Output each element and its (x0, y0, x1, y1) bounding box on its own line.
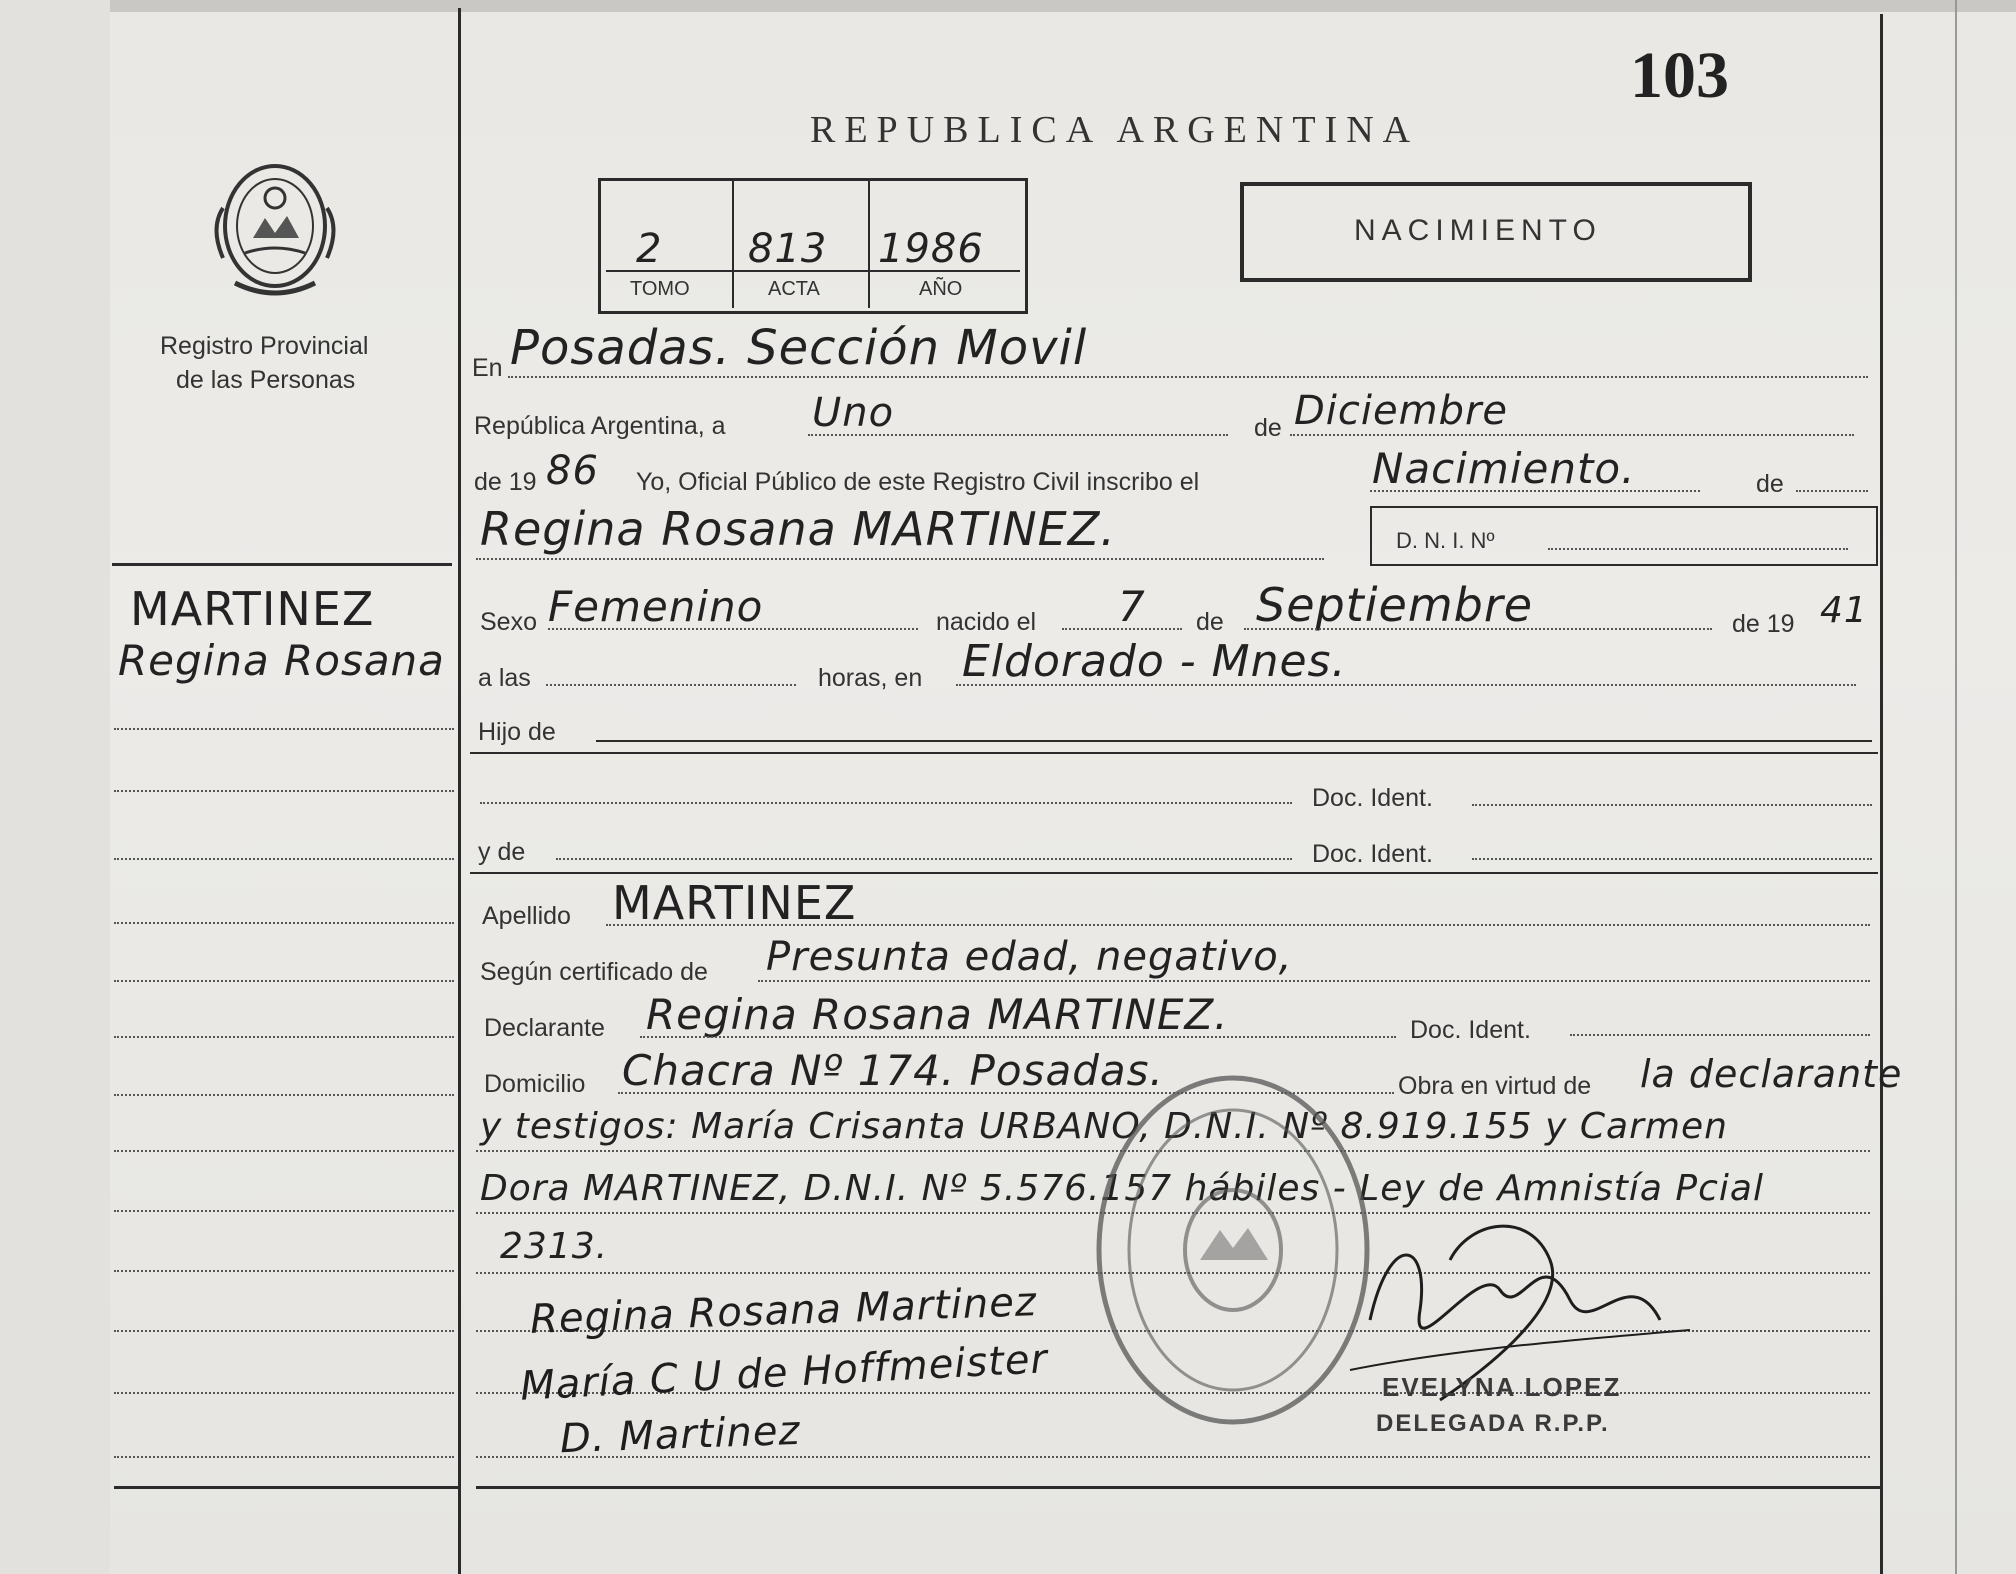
rule-parent2 (556, 858, 1292, 860)
rule-sex (548, 628, 918, 630)
margin-rule (114, 1330, 454, 1332)
registry-line-2: de las Personas (176, 366, 356, 394)
witness-line-2: Dora MARTINEZ, D.N.I. Nº 5.576.157 hábiles - Ley de Amnistía Pcial (480, 1168, 1764, 1209)
margin-rule (114, 790, 454, 792)
right-frame-line (1880, 14, 1883, 1574)
page-number: 103 (1630, 39, 1729, 112)
signature-witness-1: María C U de Hoffmeister (519, 1336, 1049, 1410)
rule-place (508, 376, 1868, 378)
label-doc-ident-1: Doc. Ident. (1312, 784, 1433, 812)
label-doc-ident-2: Doc. Ident. (1312, 840, 1433, 868)
label-sexo: Sexo (480, 608, 537, 636)
bottom-rule (476, 1486, 1880, 1489)
label-hijo-de: Hijo de (478, 718, 556, 746)
birth-place-value: Eldorado - Mnes. (962, 636, 1347, 687)
surname-value: MARTINEZ (612, 876, 857, 930)
registry-line-1: Registro Provincial (160, 332, 369, 360)
left-edge-shadow (0, 0, 110, 1574)
label-en: En (472, 354, 503, 382)
day-word-value: Uno (812, 390, 895, 436)
rule-birth-place (956, 684, 1856, 686)
acta-value: 813 (748, 226, 828, 272)
rule-birth-month (1244, 628, 1712, 630)
birth-month-value: Septiembre (1256, 578, 1534, 632)
rule-dni (1548, 548, 1848, 550)
margin-rule (114, 922, 454, 924)
label-declarante: Declarante (484, 1014, 605, 1042)
ano-label: AÑO (919, 278, 963, 300)
signature-declarant: Regina Rosana Martinez (529, 1279, 1038, 1343)
year-suffix-value: 86 (546, 448, 599, 494)
acta-label: ACTA (768, 278, 820, 300)
address-value: Chacra Nº 174. Posadas. (622, 1046, 1164, 1095)
rule-apellido (606, 924, 1870, 926)
label-horas-en: horas, en (818, 664, 923, 692)
official-title: DELEGADA R.P.P. (1376, 1410, 1610, 1437)
ano-value: 1986 (878, 226, 984, 272)
witness-line-1: y testigos: María Crisanta URBANO, D.N.I. Nº 8.919.155 y Carmen (480, 1106, 1728, 1147)
full-name-value: Regina Rosana MARTINEZ. (480, 502, 1116, 556)
margin-rule (114, 728, 454, 730)
act-kind-value: Nacimiento. (1372, 444, 1636, 493)
margin-rule (114, 980, 454, 982)
rule-parent1 (480, 802, 1292, 804)
margin-rule (114, 1150, 454, 1152)
top-edge (0, 0, 2016, 12)
page-edge-line (1955, 0, 1957, 1574)
margin-surname: MARTINEZ (130, 582, 375, 636)
margin-divider (458, 8, 461, 1574)
margin-given-names: Regina Rosana (118, 636, 445, 685)
rule-day (808, 434, 1228, 436)
label-de-birth-month: de (1196, 608, 1224, 636)
margin-rule (114, 1392, 454, 1394)
rule-certificado (758, 980, 1870, 982)
margin-rule (114, 1270, 454, 1272)
signature-witness-2: D. Martinez (559, 1407, 802, 1463)
label-nacido-el: nacido el (936, 608, 1037, 636)
sex-value: Femenino (548, 582, 764, 631)
label-doc-ident-3: Doc. Ident. (1410, 1016, 1531, 1044)
place-value: Posadas. Sección Movil (510, 320, 1088, 376)
rule-act-kind (1370, 490, 1700, 492)
label-a-las: a las (478, 664, 531, 692)
rule-doc-ident-1 (1472, 804, 1872, 806)
margin-rule (114, 1456, 454, 1458)
margin-top-rule (112, 563, 452, 566)
rule-birth-day (1062, 628, 1182, 630)
record-box-divider-2 (868, 180, 870, 308)
certificate-value: Presunta edad, negativo, (766, 934, 1293, 980)
rule-month (1290, 434, 1854, 436)
birth-year-suffix-value: 41 (1820, 590, 1868, 631)
margin-bottom-rule (114, 1486, 458, 1489)
country-header: REPUBLICA ARGENTINA (810, 109, 1420, 151)
witness-line-3: 2313. (500, 1226, 609, 1267)
label-dni: D. N. I. Nº (1396, 528, 1495, 553)
rule-doc-ident-2 (1472, 858, 1872, 860)
record-box-divider-1 (732, 180, 734, 308)
declarant-value: Regina Rosana MARTINEZ. (646, 990, 1229, 1039)
margin-rule (114, 1036, 454, 1038)
label-segun: Según certificado de (480, 958, 708, 986)
rule-hour (546, 684, 796, 686)
divider-parents-top (470, 752, 1878, 754)
birth-day-value: 7 (1118, 582, 1146, 631)
month-value: Diciembre (1294, 388, 1509, 434)
label-de-year: de 19 (474, 468, 537, 496)
label-de-name: de (1756, 470, 1784, 498)
rule-doc-ident-3 (1570, 1034, 1870, 1036)
label-de-month: de (1254, 414, 1282, 442)
act-type-label: NACIMIENTO (1354, 214, 1602, 247)
province-emblem-icon (205, 148, 345, 308)
margin-rule (114, 858, 454, 860)
tomo-value: 2 (636, 226, 663, 272)
rule-declarante (640, 1036, 1396, 1038)
label-oficial: Yo, Oficial Público de este Registro Civil inscribo el (636, 468, 1200, 496)
label-domicilio: Domicilio (484, 1070, 586, 1098)
rule-de-end (1796, 490, 1868, 492)
label-obra: Obra en virtud de (1398, 1072, 1592, 1100)
label-de-19: de 19 (1732, 610, 1795, 638)
divider-parents-bottom (470, 872, 1878, 874)
obra-value: la declarante (1640, 1052, 1903, 1096)
label-republica: República Argentina, a (474, 412, 726, 440)
label-y-de: y de (478, 838, 526, 866)
tomo-label: TOMO (630, 278, 690, 300)
rule-full-name (476, 558, 1324, 560)
official-name: EVELYNA LOPEZ (1382, 1372, 1622, 1402)
margin-rule (114, 1210, 454, 1212)
rule-hijo-de (596, 740, 1872, 742)
margin-rule (114, 1094, 454, 1096)
label-apellido: Apellido (482, 902, 571, 930)
